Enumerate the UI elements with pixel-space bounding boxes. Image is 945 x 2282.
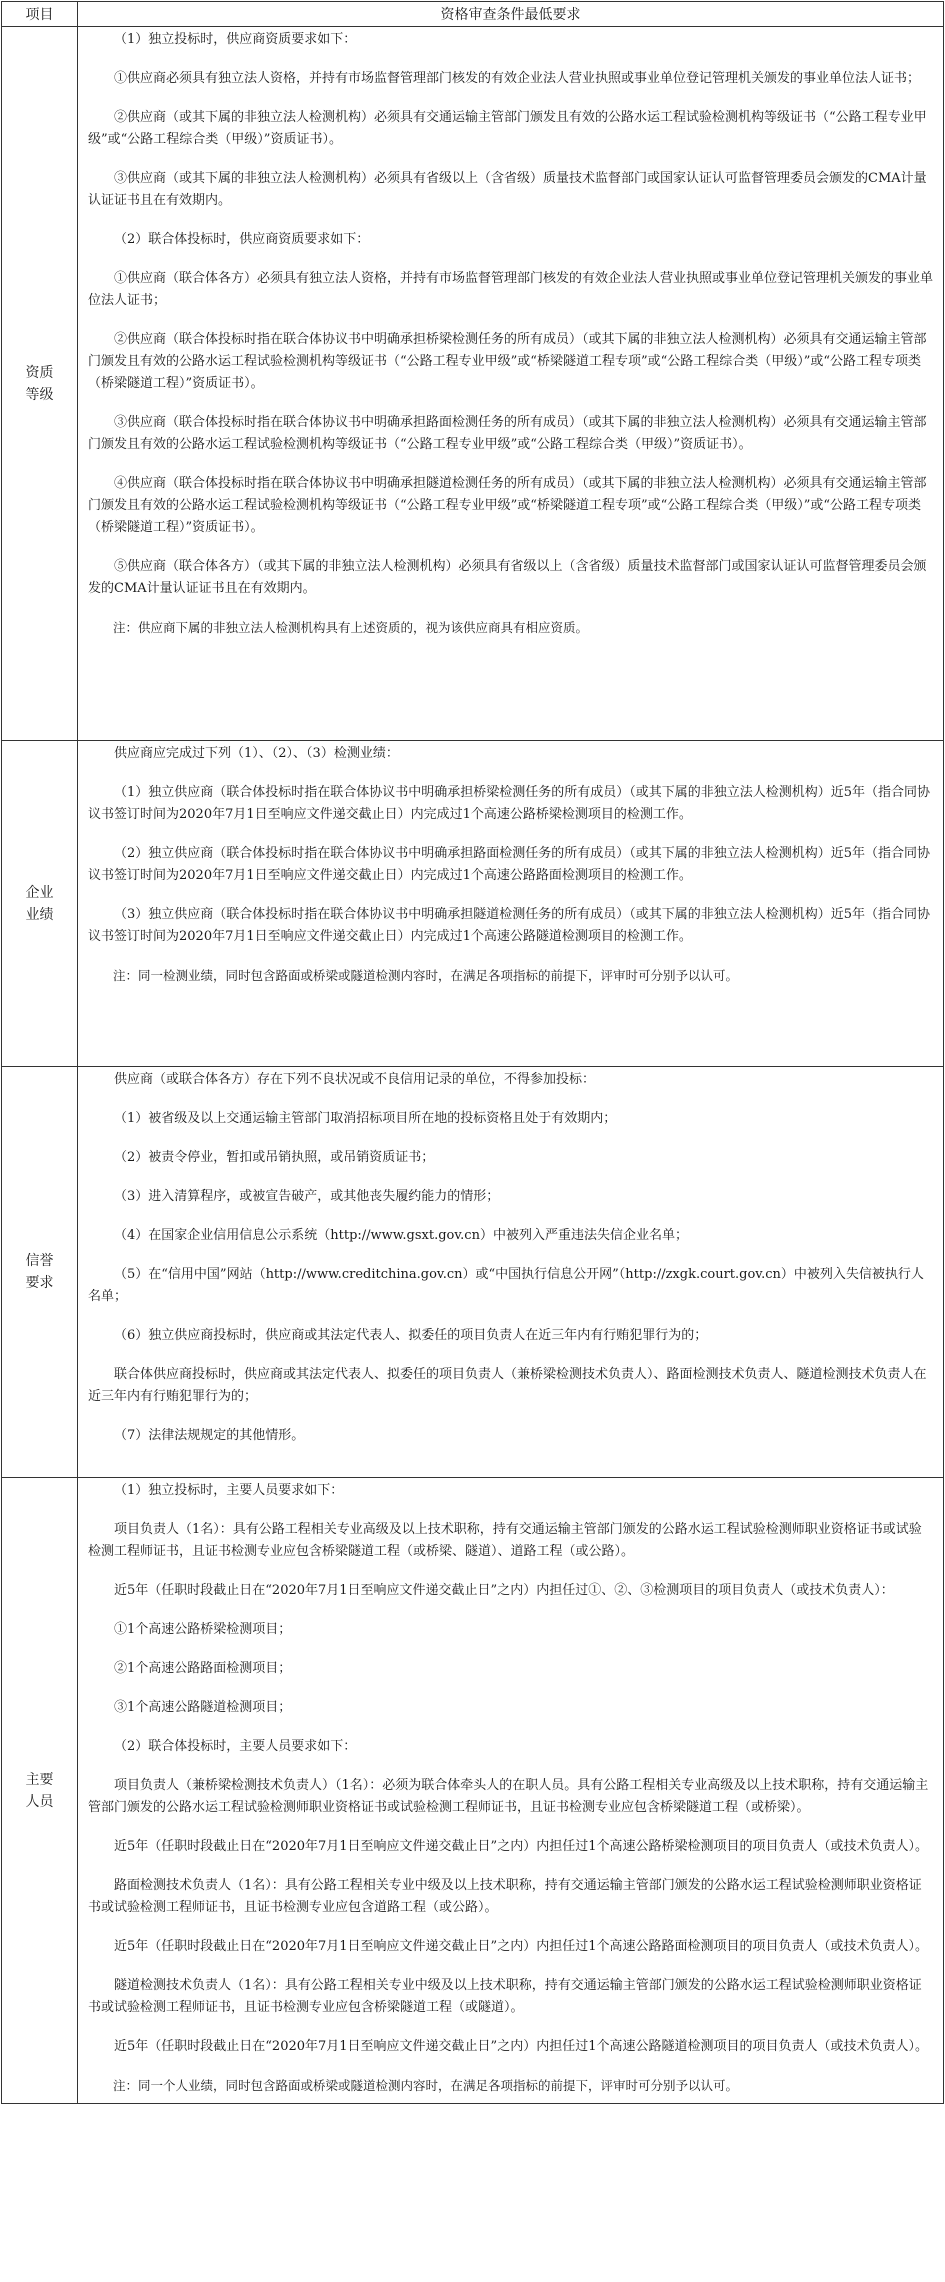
paragraph: ⑤供应商（联合体各方）（或其下属的非独立法人检测机构）必须具有省级以上（含省级）质量技术监督部门或国家认证认可监督管理委员会颁发的CMA计量认证证书且在有效期内。: [88, 559, 927, 596]
paragraph: ①供应商（联合体各方）必须具有独立法人资格，并持有市场监督管理部门核发的有效企业法人营业执照或事业单位登记管理机关颁发的事业单位法人证书；: [88, 271, 934, 308]
paragraph: 供应商（或联合体各方）存在下列不良状况或不良信用记录的单位，不得参加投标：: [114, 1072, 596, 1087]
row-label-personnel: [2, 1478, 78, 2104]
row-label: 资质 等级: [25, 364, 54, 403]
paragraph: （2）联合体投标时，主要人员要求如下：: [114, 1739, 357, 1754]
paragraph: 项目负责人（兼桥梁检测技术负责人）（1名）：必须为联合体牵头人的在职人员。具有公路工程相关专业高级及以上技术职称，持有交通运输主管部门颁发的公路水运工程试验检测师职业资格证书或试验检测工程师证书，且证书检测专业应包含桥梁隧道工程（或桥梁）。: [88, 1778, 929, 1815]
paragraph: （3）进入清算程序，或被宣告破产，或其他丧失履约能力的情形；: [114, 1189, 500, 1204]
header-item: 项目: [2, 2, 78, 27]
paragraph: （5）在“信用中国”网站（http://www.creditchina.gov.cn）或“中国执行信息公开网”（http://zxgk.court.gov.cn）中被列入失信被执行人名单；: [88, 1267, 924, 1304]
paragraph: （1）独立供应商（联合体投标时指在联合体协议书中明确承担桥梁检测任务的所有成员）（或其下属的非独立法人检测机构）近5年（指合同协议书签订时间为2020年7月1日至响应文件递交截止日）内完成过1个高速公路桥梁检测项目的检测工作。: [88, 785, 931, 822]
table-header-row: [2, 2, 944, 27]
paragraph: （3）独立供应商（联合体投标时指在联合体协议书中明确承担隧道检测任务的所有成员）（或其下属的非独立法人检测机构）近5年（指合同协议书签订时间为2020年7月1日至响应文件递交截止日）内完成过1个高速公路隧道检测项目的检测工作。: [88, 907, 931, 944]
row-content-reputation: [78, 1067, 944, 1478]
paragraph: （1）被省级及以上交通运输主管部门取消招标项目所在地的投标资格且处于有效期内；: [114, 1111, 617, 1126]
row-label-reputation: [2, 1067, 78, 1478]
paragraph: （4）在国家企业信用信息公示系统（http://www.gsxt.gov.cn）中被列入严重违法失信企业名单；: [114, 1228, 688, 1243]
row-label: 企业 业绩: [25, 884, 54, 923]
paragraph: 项目负责人（1名）：具有公路工程相关专业高级及以上技术职称，持有交通运输主管部门颁发的公路水运工程试验检测师职业资格证书或试验检测工程师证书，且证书检测专业应包含桥梁隧道工程（或桥梁、隧道）、道路工程（或公路）。: [88, 1522, 922, 1559]
table-row: [2, 1478, 944, 2104]
paragraph: 供应商应完成过下列（1）、（2）、（3）检测业绩：: [114, 746, 399, 761]
paragraph: ②供应商（或其下属的非独立法人检测机构）必须具有交通运输主管部门颁发且有效的公路水运工程试验检测机构等级证书（“公路工程专业甲级”或“公路工程综合类（甲级）”资质证书）。: [88, 110, 927, 147]
row-label-qualification: [2, 27, 78, 741]
table-row: [2, 1067, 944, 1478]
paragraph: ③供应商（或其下属的非独立法人检测机构）必须具有省级以上（含省级）质量技术监督部门或国家认证认可监督管理委员会颁发的CMA计量认证证书且在有效期内。: [88, 171, 927, 208]
paragraph: ①供应商必须具有独立法人资格，并持有市场监督管理部门核发的有效企业法人营业执照或事业单位登记管理机关颁发的事业单位法人证书；: [114, 71, 921, 86]
paragraph: ③供应商（联合体投标时指在联合体协议书中明确承担路面检测任务的所有成员）（或其下属的非独立法人检测机构）必须具有交通运输主管部门颁发且有效的公路水运工程试验检测机构等级证书（“公路工程专业甲级”或“公路工程综合类（甲级）”资质证书）。: [88, 415, 927, 452]
paragraph: 隧道检测技术负责人（1名）：具有公路工程相关专业中级及以上技术职称，持有交通运输主管部门颁发的公路水运工程试验检测师职业资格证书或试验检测工程师证书，且证书检测专业应包含桥梁隧道工程（或隧道）。: [88, 1978, 922, 2015]
paragraph: （2）联合体投标时，供应商资质要求如下：: [114, 232, 370, 247]
row-content-personnel: [78, 1478, 944, 2104]
paragraph: ②供应商（联合体投标时指在联合体协议书中明确承担桥梁检测任务的所有成员）（或其下属的非独立法人检测机构）必须具有交通运输主管部门颁发且有效的公路水运工程试验检测机构等级证书（“公路工程专业甲级”或“桥梁隧道工程专项”或“公路工程综合类（甲级）”或“公路工程专项类（桥梁隧道工程）”资质证书）。: [88, 332, 927, 391]
paragraph: 联合体供应商投标时，供应商或其法定代表人、拟委任的项目负责人（兼桥梁检测技术负责人）、路面检测技术负责人、隧道检测技术负责人在近三年内有行贿犯罪行为的；: [88, 1367, 927, 1404]
paragraph: （6）独立供应商投标时，供应商或其法定代表人、拟委任的项目负责人在近三年内有行贿犯罪行为的；: [114, 1328, 708, 1343]
paragraph: （2）独立供应商（联合体投标时指在联合体协议书中明确承担路面检测任务的所有成员）（或其下属的非独立法人检测机构）近5年（指合同协议书签订时间为2020年7月1日至响应文件递交截止日）内完成过1个高速公路路面检测项目的检测工作。: [88, 846, 931, 883]
paragraph: （7）法律法规规定的其他情形。: [114, 1428, 305, 1443]
paragraph: 近5年（任职时段截止日在“2020年7月1日至响应文件递交截止日”之内）内担任过1个高速公路隧道检测项目的项目负责人（或技术负责人）。: [114, 2039, 928, 2054]
qualification-table: [1, 1, 944, 2104]
table-row: [2, 741, 944, 1067]
header-requirements: 资格审查条件最低要求: [78, 2, 944, 27]
paragraph: ①1个高速公路桥梁检测项目；: [114, 1622, 292, 1637]
row-content-qualification: [78, 27, 944, 741]
paragraph: 近5年（任职时段截止日在“2020年7月1日至响应文件递交截止日”之内）内担任过①、②、③检测项目的项目负责人（或技术负责人）：: [114, 1583, 894, 1598]
note: 注：同一检测业绩，同时包含路面或桥梁或隧道检测内容时，在满足各项指标的前提下，评审时可分别予以认可。: [113, 968, 739, 983]
paragraph: （1）独立投标时，供应商资质要求如下：: [114, 32, 357, 47]
paragraph: ③1个高速公路隧道检测项目；: [114, 1700, 292, 1715]
row-label: 信誉 要求: [25, 1253, 54, 1291]
table-row: [2, 27, 944, 741]
paragraph: 近5年（任职时段截止日在“2020年7月1日至响应文件递交截止日”之内）内担任过1个高速公路路面检测项目的项目负责人（或技术负责人）。: [114, 1939, 928, 1954]
paragraph: 路面检测技术负责人（1名）：具有公路工程相关专业中级及以上技术职称，持有交通运输主管部门颁发的公路水运工程试验检测师职业资格证书或试验检测工程师证书，且证书检测专业应包含道路工程（或公路）。: [88, 1878, 922, 1915]
paragraph: ②1个高速公路路面检测项目；: [114, 1661, 292, 1676]
row-label-performance: [2, 741, 78, 1067]
row-content-performance: [78, 741, 944, 1067]
paragraph: 近5年（任职时段截止日在“2020年7月1日至响应文件递交截止日”之内）内担任过1个高速公路桥梁检测项目的项目负责人（或技术负责人）。: [114, 1839, 928, 1854]
paragraph: （2）被责令停业，暂扣或吊销执照，或吊销资质证书；: [114, 1150, 435, 1165]
note: 注：同一个人业绩，同时包含路面或桥梁或隧道检测内容时，在满足各项指标的前提下，评审时可分别予以认可。: [113, 2078, 739, 2093]
row-label: 主要 人员: [25, 1771, 54, 1810]
paragraph: ④供应商（联合体投标时指在联合体协议书中明确承担隧道检测任务的所有成员）（或其下属的非独立法人检测机构）必须具有交通运输主管部门颁发且有效的公路水运工程试验检测机构等级证书（“公路工程专业甲级”或“桥梁隧道工程专项”或“公路工程综合类（甲级）”或“公路工程专项类（桥梁隧道工程）”资质证书）。: [88, 476, 927, 535]
paragraph: （1）独立投标时，主要人员要求如下：: [114, 1483, 344, 1498]
note: 注：供应商下属的非独立法人检测机构具有上述资质的，视为该供应商具有相应资质。: [113, 620, 589, 635]
